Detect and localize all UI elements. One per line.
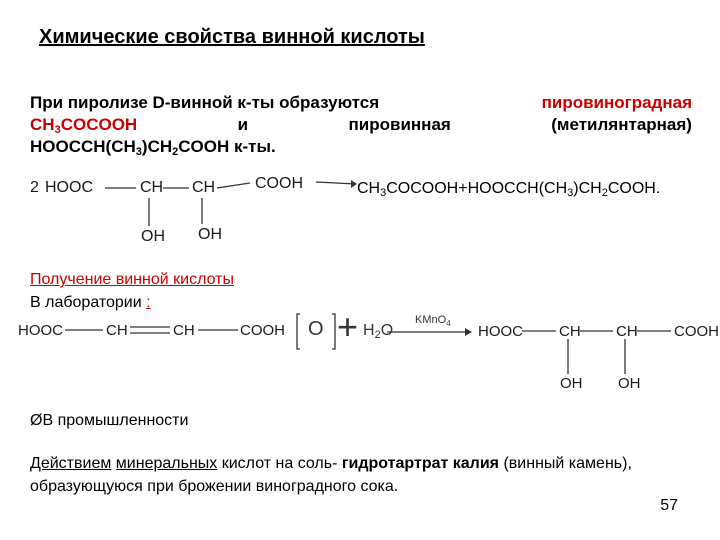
industrial-method-text: Действием минеральных кислот на соль- гидротартрат калия (винный камень), образующуюся при брожении виноградного сока. — [30, 455, 632, 495]
methylsuccinic-acid-name: (метилянтарная) — [551, 115, 692, 134]
catalyst-kmno4: KMnO$_4$ — [415, 314, 451, 328]
lab-heading: В лаборатории : — [30, 294, 151, 311]
reaction2-product-ch-1: CH — [559, 323, 581, 340]
arrow-bullet-icon: Ø — [30, 412, 43, 429]
reaction1-hooc: HOOC — [45, 179, 93, 196]
reaction2-hooc: HOOC — [18, 322, 63, 339]
reaction2-product-oh-2: OH — [618, 375, 641, 392]
reaction1-ch-1: CH — [140, 179, 164, 196]
slide-title: Химические свойства винной кислоты — [39, 26, 425, 48]
industry-heading: ØВ промышленности — [30, 412, 189, 429]
reaction2-ch-1: CH — [106, 322, 128, 339]
bond-line — [217, 183, 250, 188]
bracket-right — [332, 314, 335, 349]
arrow-head-2 — [465, 328, 472, 336]
oxidant-o: O — [308, 318, 324, 340]
pyrolysis-intro: При пиролизе D-винной к-ты образуются — [30, 93, 380, 112]
reaction1-products: $CH_3COCOOH+HOOCCH(CH_3)CH_2COOH$. — [357, 180, 661, 199]
reaction2-product-cooh: COOH — [674, 323, 719, 340]
reaction2-product-hooc: HOOC — [478, 323, 523, 340]
pyruvic-acid-formula: $CH_3COCOOH$ — [30, 115, 138, 136]
pyruvic-acid-name: пировиноградная — [541, 93, 692, 112]
reaction2-ch-2: CH — [173, 322, 195, 339]
reaction1-ch-2: CH — [192, 179, 216, 196]
page-number: 57 — [660, 497, 678, 514]
pyrolysis-line-3: $HOOCCH(CH_3)CH_2COOH$ к-ты. — [30, 137, 276, 158]
reaction1-cooh: COOH — [255, 175, 303, 192]
arrow-head — [351, 180, 357, 188]
reaction1-oh-2: OH — [198, 226, 222, 243]
plus-sign: + — [337, 306, 359, 347]
reaction1-oh-1: OH — [141, 228, 165, 245]
conjunction: и — [237, 115, 249, 134]
reaction-arrow — [316, 182, 356, 184]
section-obtaining-heading: Получение винной кислоты — [30, 271, 234, 288]
reaction2-cooh: COOH — [240, 322, 285, 339]
reaction2-product-oh-1: OH — [560, 375, 583, 392]
pyrotartaric-acid-name: пировинная — [348, 115, 451, 134]
reaction1-coefficient: 2 — [30, 179, 39, 196]
bracket-left — [297, 314, 300, 349]
reaction2-product-ch-2: CH — [616, 323, 638, 340]
water-formula: $H_2O$ — [363, 322, 394, 341]
